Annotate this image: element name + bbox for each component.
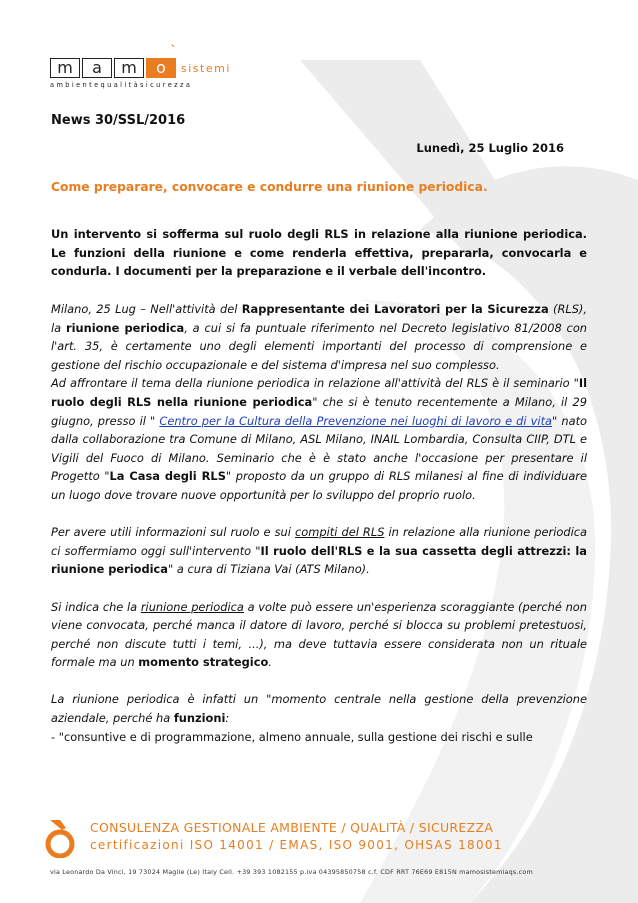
logo-tagline: ambientequalitàsicurezza: [50, 81, 193, 89]
logo-accent: `: [170, 44, 177, 60]
logo-sistemi: sistemi: [181, 62, 231, 75]
riunione-periodica-link[interactable]: riunione periodica: [140, 599, 244, 614]
logo-letter: m: [50, 58, 80, 78]
paragraph: La riunione periodica è infatti un "momento centrale nella gestione della prevenzione aziendale, perché ha funzioni:: [51, 692, 587, 726]
document-date: Lunedì, 25 Luglio 2016: [416, 141, 564, 155]
article-body: [51, 300, 587, 746]
footer-contacts: via Leonardo Da Vinci, 19 73024 Maglie (Le) Italy Cell. +39 393 1082155 p.iva 04395850758 c.f. CDF RRT 76E69 E815N mamosistemiaqs.com: [50, 868, 533, 876]
article-intro: Un intervento si sofferma sul ruolo degli RLS in relazione alla riunione periodica. Le funzioni della riunione e come renderla effettiva, prepararla, convocarla e condurla. I documenti per la preparazione e il verbale dell'incontro.: [51, 227, 587, 278]
paragraph: - "consuntive e di programmazione, almeno annuale, sulla gestione dei rischi e sulle: [51, 729, 533, 744]
footer-logo-icon: [40, 818, 80, 858]
paragraph: Per avere utili informazioni sul ruolo e sui compiti del RLS in relazione alla riunione periodica ci soffermiamo oggi sull'intervento "Il ruolo dell'RLS e la sua cassetta degli attrezzi: la riunione periodica" a cura di Tiziana Vai (ATS Milano).: [51, 525, 587, 577]
logo-letter: a: [82, 58, 112, 78]
logo-letter: o: [146, 58, 176, 78]
paragraph: Ad affrontare il tema della riunione periodica in relazione all'attività del RLS è il seminario "Il ruolo degli RLS nella riunione periodica" che si è tenuto recentemente a Milano, il 29 giugno, presso il " Centro per la Cultura della Prevenzione nei luoghi di lavoro e di vita" nato dalla collaborazione tra Comune di Milano, ASL Milano, INAIL Lombardia, Consulta CIIP, DTL e Vigili del Fuoco di Milano. Seminario che è è stato anche l'occasione per presentare il Progetto "La Casa degli RLS" proposto da un gruppo di RLS milanesi al fine di individuare un luogo dove trovare nuove opportunità per lo sviluppo del proprio ruolo.: [51, 376, 588, 502]
compiti-rls-link[interactable]: compiti del RLS: [295, 525, 385, 540]
centro-prevenzione-link[interactable]: Centro per la Cultura della Prevenzione nei luoghi di lavoro e di vita: [159, 413, 553, 428]
footer-certifications: certificazioni ISO 14001 / EMAS, ISO 9001, OHSAS 18001: [90, 838, 503, 852]
footer-services: CONSULENZA GESTIONALE AMBIENTE / QUALITÀ / SICUREZZA: [90, 820, 494, 835]
company-logo: [50, 44, 250, 90]
paragraph: Milano, 25 Lug – Nell'attività del Rappresentante dei Lavoratori per la Sicurezza (RLS), la riunione periodica, a cui si fa puntuale riferimento nel Decreto legislativo 81/2008 con l'art. 35, è certamente uno degli elementi importanti del processo di comprensione e gestione del rischio occupazionale e del sistema d'impresa nel suo complesso.: [51, 302, 588, 372]
logo-letter: m: [114, 58, 144, 78]
article-title: Come preparare, convocare e condurre una riunione periodica.: [51, 180, 488, 194]
news-id: News 30/SSL/2016: [51, 113, 186, 128]
paragraph: Si indica che la riunione periodica a volte può essere un'esperienza scoraggiante (perché non viene convocata, perché manca il datore di lavoro, perché si blocca su problemi pretestuosi, perché non discute tutti i temi, ...), ma deve tuttavia essere considerata non un rituale formale ma un momento strategico.: [51, 599, 587, 670]
